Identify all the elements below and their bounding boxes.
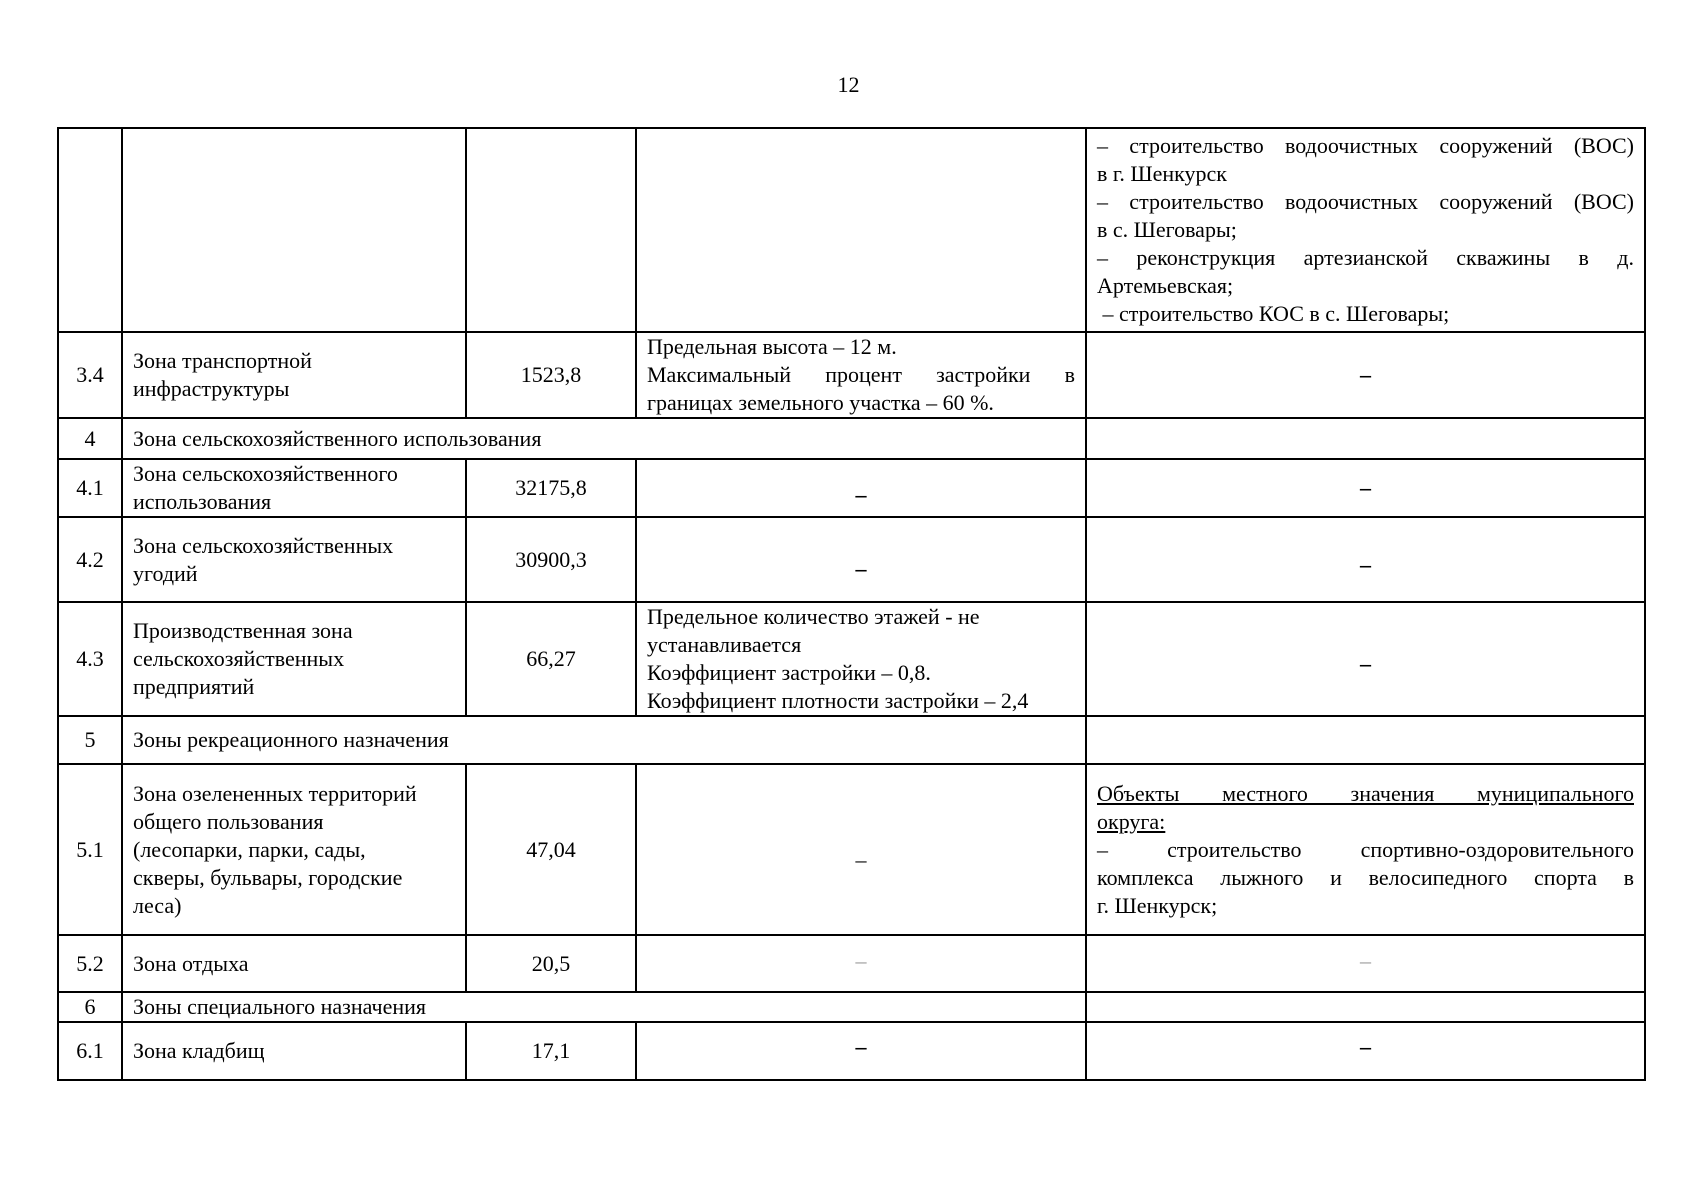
parameters-cell [636,128,1086,332]
text-line: Производственная зона [133,618,353,643]
area-cell: 32175,8 [466,459,636,517]
page-number: 12 [837,72,860,97]
area-cell: 1523,8 [466,332,636,418]
text-line: – строительство водоочистных сооружений (ВОС) [1097,189,1634,214]
text-line: Предельное количество этажей - не [647,604,980,629]
text-line: Максимальный процент застройки в [647,362,1075,387]
area-cell: 66,27 [466,602,636,716]
number-cell: 6 [58,992,122,1022]
text-line: Зона транспортной [133,348,312,373]
number-cell: 4.1 [58,459,122,517]
zone-name-cell [122,128,466,332]
text-line: Зона сельскохозяйственных [133,532,394,558]
section-title: Зона сельскохозяйственного использования [122,418,1086,459]
zone-name-cell [122,602,466,716]
number-cell: 4 [58,418,122,459]
zone-name-cell [122,459,466,517]
text-line: Коэффициент плотности застройки – 2,4 [647,688,1029,713]
number-cell: 3.4 [58,332,122,418]
zone-name-cell: Зона отдыха [122,935,466,992]
objects-heading: округа: [1097,808,1166,834]
objects-cell [1086,418,1645,459]
area-cell: 30900,3 [466,517,636,602]
objects-cell: – [1086,1022,1645,1080]
area-cell: 17,1 [466,1022,636,1080]
number-cell [58,128,122,332]
number-cell: 5 [58,716,122,764]
parameters-cell: – [636,459,1086,517]
text-line: Зона сельскохозяйственного [133,461,398,486]
zone-name-cell [122,517,466,602]
text-line: в г. Шенкурск [1097,161,1227,186]
text-line: Коэффициент застройки – 0,8. [647,660,931,685]
number-cell: 4.3 [58,602,122,716]
parameters-cell: – [636,1022,1086,1080]
text-line: скверы, бульвары, городские [133,864,403,890]
objects-cell [1086,992,1645,1022]
objects-heading: Объекты местного значения муниципального [1097,780,1634,806]
objects-cell [1086,764,1645,935]
number-cell: 5.1 [58,764,122,935]
section-row [58,992,1645,1022]
zones-table [57,127,1646,1081]
table-row [58,935,1645,992]
table-row [58,602,1645,716]
area-cell: 20,5 [466,935,636,992]
text-line: использования [133,489,272,514]
parameters-cell: – [636,517,1086,602]
text-line: (лесопарки, парки, сады, [133,836,366,862]
text-line: Предельная высота – 12 м. [647,334,897,359]
text-line: Артемьевская; [1097,273,1234,298]
objects-cell: – [1086,332,1645,418]
table-row [58,459,1645,517]
text-line: Зона озелененных территорий [133,780,417,806]
parameters-cell: – [636,935,1086,992]
text-line: инфраструктуры [133,376,290,401]
number-cell: 4.2 [58,517,122,602]
zone-name-cell: Зона кладбищ [122,1022,466,1080]
text-line: – реконструкция артезианской скважины в д. [1097,245,1634,270]
section-title: Зоны рекреационного назначения [122,716,1086,764]
area-cell [466,128,636,332]
objects-cell [1086,128,1645,332]
text-line: – строительство спортивно-оздоровительного [1097,836,1634,862]
area-cell: 47,04 [466,764,636,935]
zone-name-cell [122,764,466,935]
section-title: Зоны специального назначения [122,992,1086,1022]
objects-cell [1086,716,1645,764]
parameters-cell [636,332,1086,418]
parameters-cell: – [636,764,1086,935]
objects-cell: – [1086,602,1645,716]
text-line: – строительство водоочистных сооружений (ВОС) [1097,133,1634,158]
text-line: устанавливается [647,632,802,657]
text-line: комплекса лыжного и велосипедного спорта в [1097,864,1634,890]
text-line: общего пользования [133,808,324,834]
text-line: угодий [133,560,198,586]
table-row [58,332,1645,418]
section-row [58,716,1645,764]
table-row [58,128,1645,332]
table-row [58,1022,1645,1080]
objects-cell: – [1086,459,1645,517]
number-cell: 6.1 [58,1022,122,1080]
objects-cell: – [1086,517,1645,602]
section-row [58,418,1645,459]
text-line: предприятий [133,674,255,699]
zone-name-cell [122,332,466,418]
text-line: – строительство КОС в с. Шеговары; [1097,301,1450,326]
objects-cell: – [1086,935,1645,992]
text-line: сельскохозяйственных [133,646,345,671]
text-line: границах земельного участка – 60 %. [647,390,994,415]
text-line: в с. Шеговары; [1097,217,1237,242]
table-row [58,517,1645,602]
parameters-cell [636,602,1086,716]
number-cell: 5.2 [58,935,122,992]
text-line: леса) [133,892,182,918]
text-line: г. Шенкурск; [1097,892,1218,918]
table-row [58,764,1645,935]
